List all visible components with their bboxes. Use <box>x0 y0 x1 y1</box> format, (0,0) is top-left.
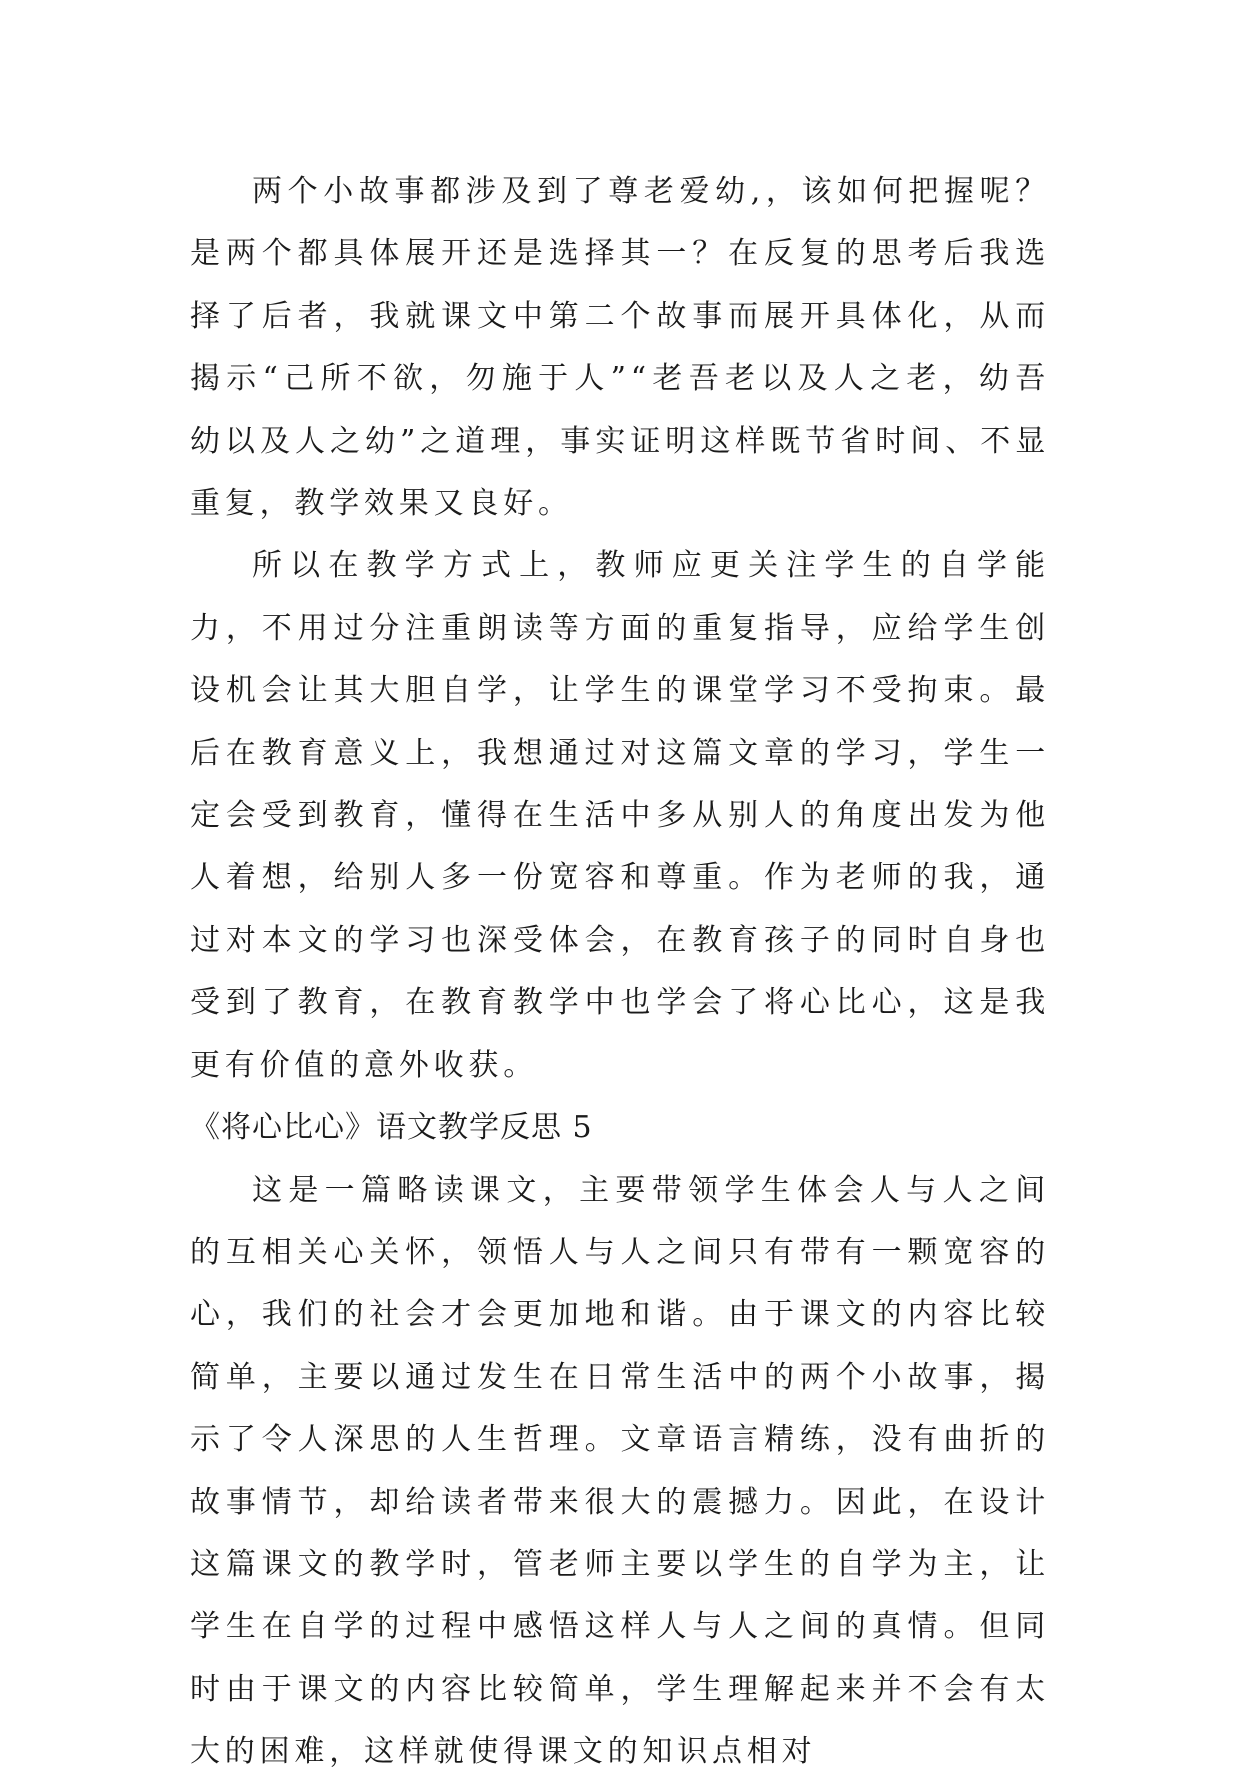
paragraph-2: 所以在教学方式上，教师应更关注学生的自学能力，不用过分注重朗读等方面的重复指导，应给学生创设机会让其大胆自学，让学生的课堂学习不受拘束。最后在教育意义上，我想通过对这篇文章的学习，学生一定会受到教育，懂得在生活中多从别人的角度出发为他人着想，给别人多一份宽容和尊重。作为老师的我，通过对本文的学习也深受体会，在教育孩子的同时自身也受到了教育，在教育教学中也学会了将心比心，这是我更有价值的意外收获。 <box>190 548 1050 1083</box>
paragraph-1: 两个小故事都涉及到了尊老爱幼,，该如何把握呢？是两个都具体展开还是选择其一？在反复的思考后我选择了后者，我就课文中第二个故事而展开具体化，从而揭示“己所不欲，勿施于人”“老吾老以及人之老，幼吾幼以及人之幼”之道理，事实证明这样既节省时间、不显重复，教学效果又良好。 <box>190 174 1050 522</box>
section-heading: 《将心比心》语文教学反思 5 <box>190 1110 593 1146</box>
document-page <box>190 161 1050 1784</box>
paragraph-3: 这是一篇略读课文，主要带领学生体会人与人之间的互相关心关怀，领悟人与人之间只有带有一颗宽容的心，我们的社会才会更加地和谐。由于课文的内容比较简单，主要以通过发生在日常生活中的两个小故事，揭示了令人深思的人生哲理。文章语言精练，没有曲折的故事情节，却给读者带来很大的震撼力。因此，在设计这篇课文的教学时，管老师主要以学生的自学为主，让学生在自学的过程中感悟这样人与人之间的真情。但同时由于课文的内容比较简单，学生理解起来并不会有太大的困难，这样就使得课文的知识点相对 <box>190 1172 1050 1770</box>
